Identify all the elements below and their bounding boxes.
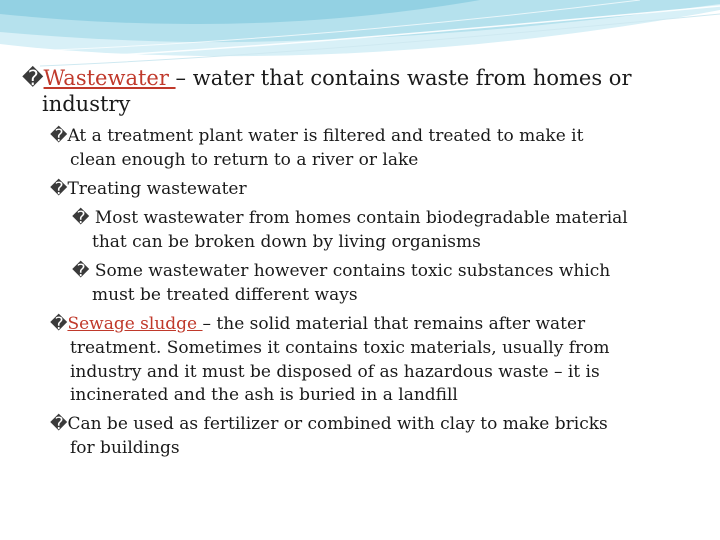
bullet-fertilizer-continued: for buildings xyxy=(70,438,180,458)
bullet-icon: � xyxy=(50,314,68,334)
bullet-fertilizer xyxy=(50,414,608,434)
sub-bullet-biodegradable xyxy=(72,208,628,228)
bullet-wastewater-continued: industry xyxy=(42,92,131,116)
term-wastewater: Wastewater xyxy=(43,66,176,90)
definition-wastewater: – water that contains waste from homes or xyxy=(175,66,632,90)
sub-bullet-biodegradable-continued: that can be broken down by living organisms xyxy=(92,232,481,252)
bullet-text: Some wastewater however contains toxic substances which xyxy=(94,261,611,281)
bullet-treating-wastewater xyxy=(50,179,247,199)
sub-bullet-toxic-continued: must be treated different ways xyxy=(92,285,358,305)
bullet-wastewater xyxy=(22,66,631,90)
bullet-icon: � xyxy=(50,179,68,199)
bullet-sewage-sludge-line2: treatment. Sometimes it contains toxic materials, usually from xyxy=(70,338,610,358)
bullet-icon: � xyxy=(50,126,68,146)
bullet-text: Treating wastewater xyxy=(67,179,247,199)
bullet-text: At a treatment plant water is filtered and treated to make it xyxy=(67,126,584,146)
term-sewage-sludge: Sewage sludge xyxy=(67,314,203,334)
definition-sewage-sludge: – the solid material that remains after water xyxy=(202,314,586,334)
bullet-icon: � xyxy=(72,261,90,281)
bullet-sewage-sludge-line4: incinerated and the ash is buried in a landfill xyxy=(70,385,458,405)
bullet-icon: � xyxy=(22,66,44,90)
bullet-sewage-sludge xyxy=(50,314,585,334)
bullet-text: Can be used as fertilizer or combined with clay to make bricks xyxy=(67,414,608,434)
bullet-treatment-plant xyxy=(50,126,583,146)
bullet-icon: � xyxy=(50,414,68,434)
bullet-sewage-sludge-line3: industry and it must be disposed of as hazardous waste – it is xyxy=(70,362,600,382)
sub-bullet-toxic xyxy=(72,261,610,281)
bullet-icon: � xyxy=(72,208,90,228)
bullet-text: Most wastewater from homes contain biodegradable material xyxy=(94,208,628,228)
bullet-treatment-plant-continued: clean enough to return to a river or lake xyxy=(70,150,419,170)
